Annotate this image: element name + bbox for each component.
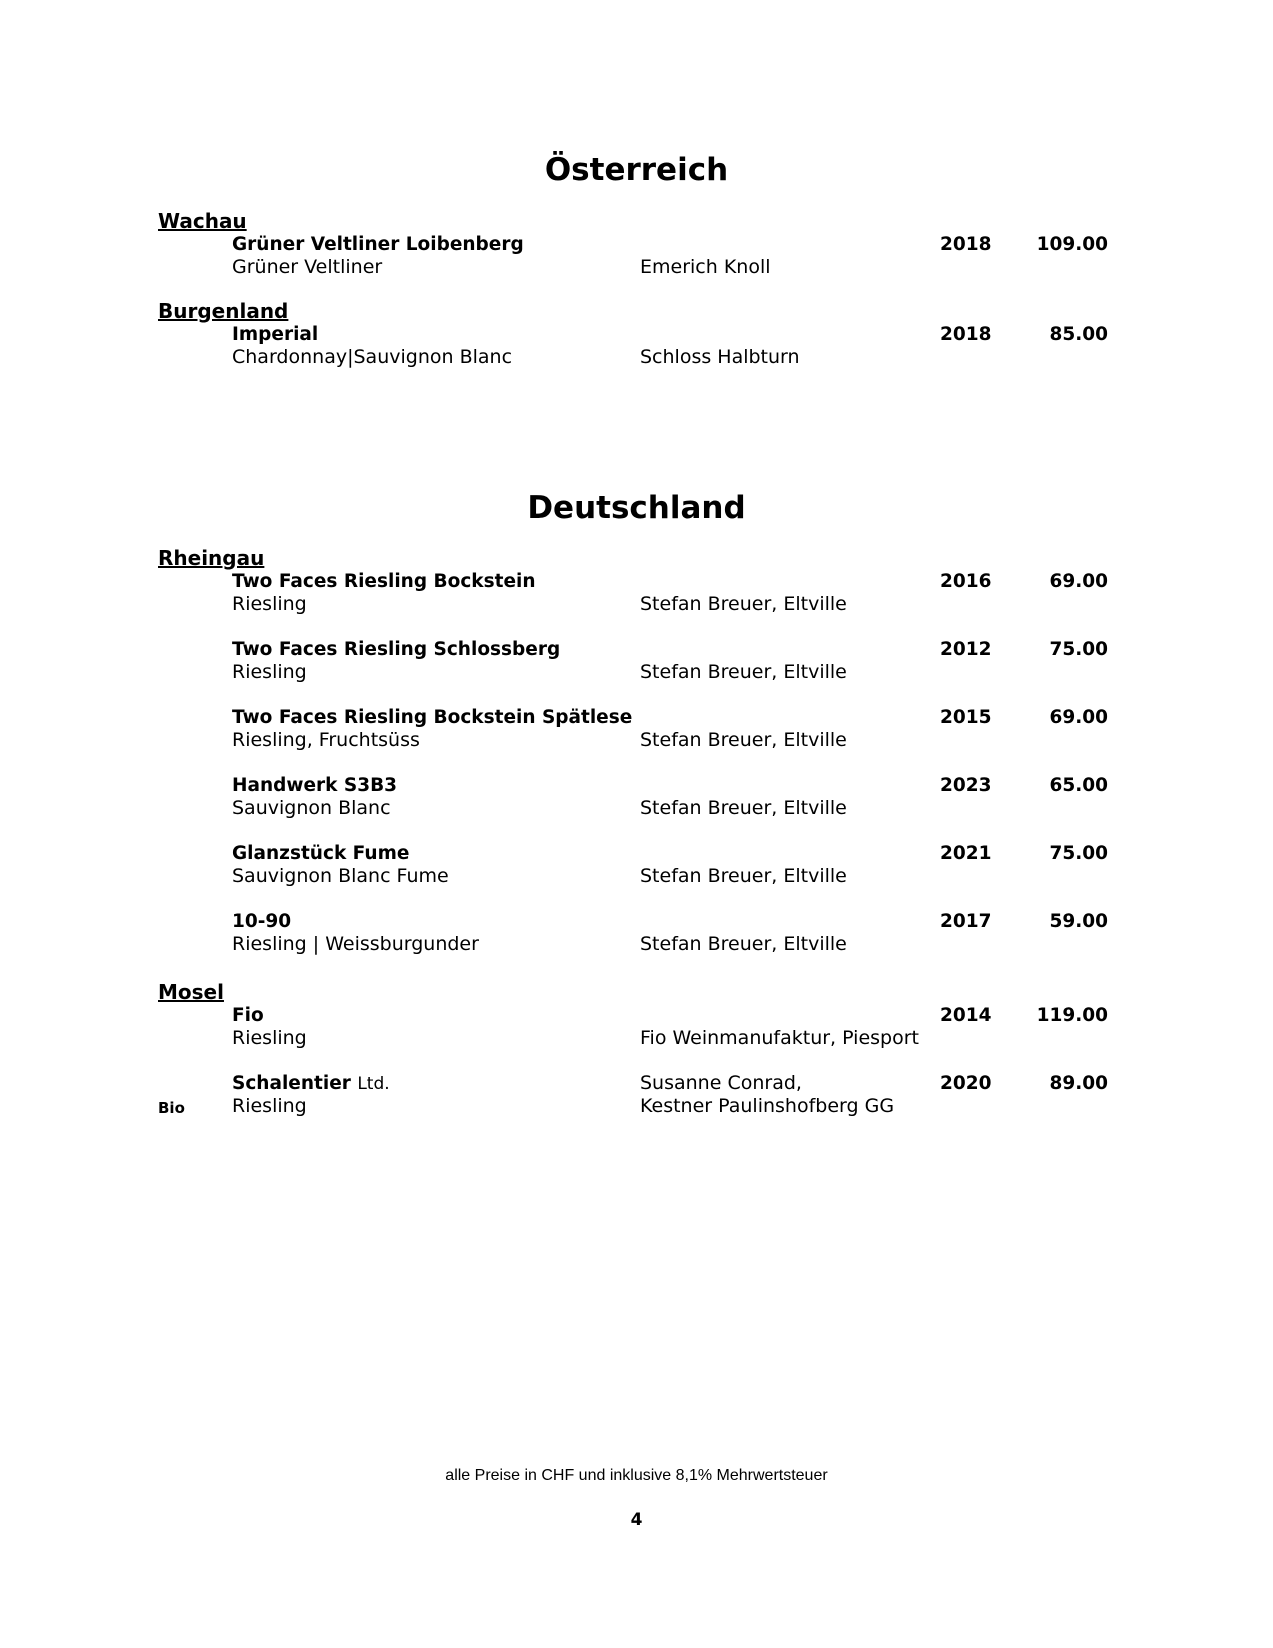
country-heading-deutschland: Deutschland: [527, 490, 746, 526]
wine-price: 69.00: [1049, 571, 1108, 592]
wine-year: 2016: [940, 571, 992, 592]
wine-entry: [0, 233, 1273, 281]
wine-grape: Chardonnay|Sauvignon Blanc: [232, 346, 513, 368]
wine-grape: Riesling: [232, 661, 307, 683]
wine-producer: Emerich Knoll: [640, 256, 771, 278]
wine-grape: Riesling: [232, 593, 307, 615]
wine-producer: Schloss Halbturn: [640, 346, 800, 368]
wine-name: Two Faces Riesling Bockstein: [232, 571, 536, 592]
wine-entry: [0, 638, 1273, 686]
wine-year: 2021: [940, 843, 992, 864]
wine-producer: Stefan Breuer, Eltville: [640, 865, 847, 887]
wine-entry: [0, 323, 1273, 371]
region-heading-mosel: Mosel: [158, 980, 224, 1004]
wine-price: 109.00: [1036, 234, 1108, 255]
wine-name-text: Schalentier: [232, 1073, 351, 1094]
wine-entry: [0, 1072, 1273, 1120]
price-note: alle Preise in CHF und inklusive 8,1% Mehrwertsteuer: [445, 1467, 828, 1484]
wine-name: Handwerk S3B3: [232, 775, 398, 796]
wine-producer: Fio Weinmanufaktur, Piesport: [640, 1027, 919, 1049]
wine-entry: [0, 1004, 1273, 1052]
wine-entry: [0, 842, 1273, 890]
wine-grape: Riesling | Weissburgunder: [232, 933, 479, 955]
wine-year: 2018: [940, 324, 992, 345]
bio-tag: Bio: [158, 1099, 185, 1117]
wine-price: 75.00: [1049, 639, 1108, 660]
region-heading-rheingau: Rheingau: [158, 546, 265, 570]
wine-price: 89.00: [1049, 1073, 1108, 1094]
wine-year: 2023: [940, 775, 992, 796]
wine-grape: Riesling: [232, 1027, 307, 1049]
wine-producer: Stefan Breuer, Eltville: [640, 661, 847, 683]
country-heading-oesterreich: Österreich: [544, 152, 729, 188]
page-number: 4: [630, 1510, 643, 1530]
wine-name: Two Faces Riesling Schlossberg: [232, 639, 561, 660]
wine-producer: Stefan Breuer, Eltville: [640, 593, 847, 615]
wine-entry: [0, 910, 1273, 958]
wine-name: Imperial: [232, 324, 319, 345]
wine-producer: Susanne Conrad,: [640, 1072, 802, 1094]
wine-grape: Sauvignon Blanc Fume: [232, 865, 449, 887]
wine-name: Grüner Veltliner Loibenberg: [232, 234, 524, 255]
wine-entry: [0, 706, 1273, 754]
wine-producer: Stefan Breuer, Eltville: [640, 729, 847, 751]
wine-price: 65.00: [1049, 775, 1108, 796]
wine-producer: Stefan Breuer, Eltville: [640, 797, 847, 819]
wine-year: 2017: [940, 911, 992, 932]
wine-price: 119.00: [1036, 1005, 1108, 1026]
wine-name-suffix: Ltd.: [357, 1074, 390, 1094]
wine-entry: [0, 774, 1273, 822]
region-heading-burgenland: Burgenland: [158, 299, 289, 323]
wine-price: 75.00: [1049, 843, 1108, 864]
wine-producer-line2: Kestner Paulinshofberg GG: [640, 1095, 895, 1117]
wine-grape: Riesling, Fruchtsüss: [232, 729, 420, 751]
wine-producer: Stefan Breuer, Eltville: [640, 933, 847, 955]
wine-name: Fio: [232, 1005, 264, 1026]
wine-year: 2015: [940, 707, 992, 728]
wine-grape: Grüner Veltliner: [232, 256, 383, 278]
wine-year: 2018: [940, 234, 992, 255]
wine-name: [232, 1072, 390, 1096]
wine-entry: [0, 570, 1273, 618]
region-heading-wachau: Wachau: [158, 209, 247, 233]
wine-name: Two Faces Riesling Bockstein Spätlese: [232, 707, 633, 728]
wine-year: 2012: [940, 639, 992, 660]
wine-grape: Sauvignon Blanc: [232, 797, 391, 819]
wine-grape: Riesling: [232, 1095, 307, 1117]
wine-year: 2014: [940, 1005, 992, 1026]
wine-year: 2020: [940, 1073, 992, 1094]
wine-price: 85.00: [1049, 324, 1108, 345]
wine-name: Glanzstück Fume: [232, 843, 410, 864]
wine-price: 69.00: [1049, 707, 1108, 728]
wine-price: 59.00: [1049, 911, 1108, 932]
wine-name: 10-90: [232, 911, 292, 932]
